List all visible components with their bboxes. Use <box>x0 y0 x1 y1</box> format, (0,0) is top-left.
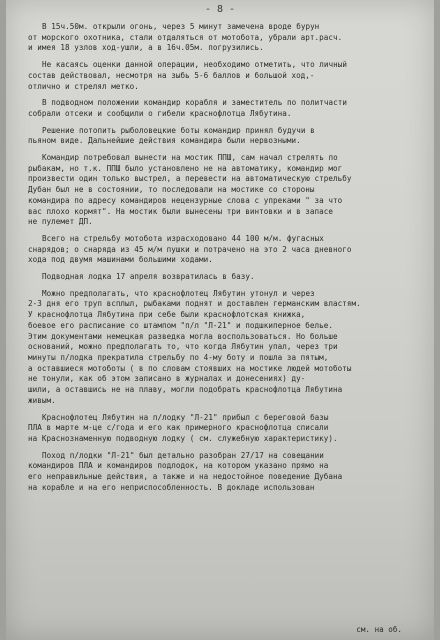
text-line: его неправильные действия, а также и на недостойное поведение Дубана <box>28 472 343 482</box>
page-number: - 8 - <box>204 4 236 15</box>
text-line: Решение потопить рыболовецкие боты командир принял будучи в <box>42 125 315 135</box>
text-line: от морского охотника, стали отдаляться от мотобота, убрали арт.расч. <box>28 32 343 42</box>
text-line: отлично и стрелял метко. <box>28 81 139 91</box>
text-line: В подводном положении командир корабля и заместитель по политчасти <box>42 98 348 108</box>
text-line: командиров ПЛА и командиров подлодок, на котором указано прямо на <box>28 461 329 471</box>
text-line: а оставшиеся мотоботы ( в по словам стоявших на мостике людей мотоботы <box>28 363 352 373</box>
text-line: ПЛА в марте м-це с/года и его как примерного краснофлотца списали <box>28 423 329 433</box>
text-line: не тонули, как об этом записано в журналах и донесениях) ду- <box>28 374 306 384</box>
text-line: Можно предполагать, что краснофлотец Лябутин утонул и через <box>42 288 315 298</box>
text-line: оснований, можно предполагать то, что когда Лябутин упал, через три <box>28 342 338 352</box>
text-line: Всего на стрельбу мотобота израсходовано 44 100 м/м. фугасных <box>42 233 324 243</box>
text-line: командира по адресу командиров нецензурные слова с упреками " за что <box>28 195 343 205</box>
text-line: на Краснознаменную подводную лодку ( см. служебную характеристику). <box>28 433 338 443</box>
continued-note: см. на об. <box>356 625 402 634</box>
text-line: состав действовал, несмотря на зыбь 5-6 баллов и большой ход,- <box>28 70 315 80</box>
text-line: на корабле и на его неприспособленность. В докладе использован <box>28 482 315 492</box>
text-line: и имея 18 узлов ход-ушли, а в 16ч.05м. погрузились. <box>28 43 264 53</box>
text-line: Командир потребовал вынести на мостик ППШ, сам начал стрелять по <box>42 153 338 163</box>
text-line: В 15ч.50м. открыли огонь, через 5 минут замечена вроде бурун <box>42 22 320 31</box>
text-line: У краснофлотца Лябутина при себе были краснофлотская книжка, <box>28 310 306 320</box>
text-line: Краснофлотец Лябутин на п/лодку "Л-21" прибыл с береговой базы <box>42 412 329 422</box>
text-line: произвести один только выстрел, а перевести на автоматическую стрельбу <box>28 174 352 184</box>
text-line: пьяном виде. Дальнейшие действия командира были нервозными. <box>28 136 301 146</box>
text-line: вас плохо кормят". На мостик были вынесены три винтовки и в запасе <box>28 206 334 216</box>
text-line: Этим документами немецкая разведка могла воспользоваться. Но больше <box>28 331 338 341</box>
text-line: 2-3 дня его труп всплыл, рыбаками поднят и доставлен германским властям. <box>28 299 361 309</box>
text-line: Поход п/лодки "Л-21" был детально разобран 27/17 на совещании <box>42 450 324 460</box>
text-line: живым. <box>28 395 56 405</box>
text-line: минуты п/лодка прекратила стрельбу по 4-му боту и пошла за пятым, <box>28 352 329 362</box>
text-line: собрали отсеки и сообщили о гибели краснофлотца Лябутина. <box>28 108 292 118</box>
text-line: не пулемет ДП. <box>28 217 93 227</box>
text-line: снарядов; о снаряда из 45 м/м пушки и потрачено на это 2 часа дневного <box>28 244 352 254</box>
text-line: Подводная лодка 17 апреля возвратилась в базу. <box>42 272 255 282</box>
text-line: хода под двумя машинами большими ходами. <box>28 255 213 265</box>
text-line: боевое его расписание со штампом "п/л "Л-21" и подшкиперное белье. <box>28 320 334 330</box>
text-line: шили, а оставшись не на плаву, могли подобрать краснофлотца Лябутина <box>28 385 343 395</box>
document-page <box>6 0 434 640</box>
text-line: рыбакам, но т.к. ППШ было установлено не на автоматику, командир мог <box>28 163 343 173</box>
document-body <box>28 22 426 493</box>
text-line: Дубан был не в состоянии, то последовали на мостике со стороны <box>28 185 315 195</box>
text-line: Не касаясь оценки данной операции, необходимо отметить, что личный <box>42 60 348 70</box>
